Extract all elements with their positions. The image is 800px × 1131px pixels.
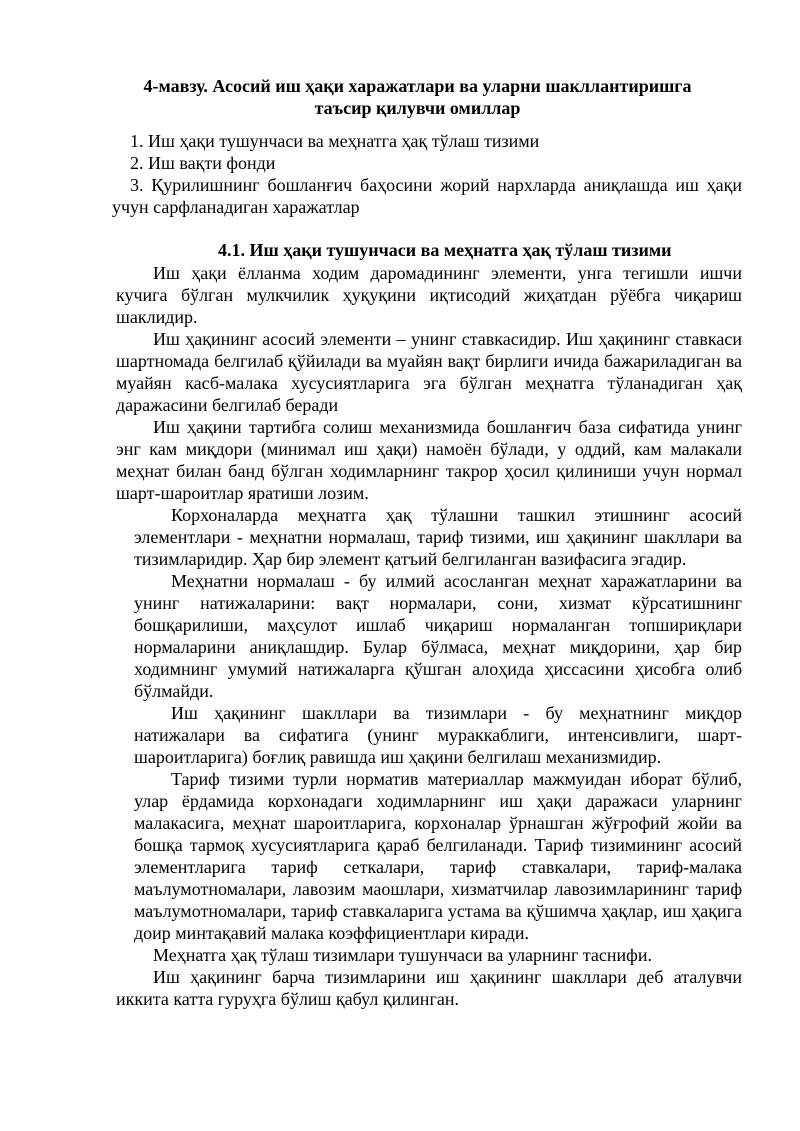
paragraph: Меҳнатга ҳақ тўлаш тизимлари тушунчаси ва уларнинг таснифи. xyxy=(153,945,652,965)
paragraph: Иш ҳақининг шакллари ва тизимлари - бу меҳнатнинг миқдор натижалари ва сифатига (унинг мураккаблиги, интенсивлиги, шарт-шароитларига) боғлиқ равишда иш ҳақини белгилаш механизмидир. xyxy=(134,703,742,767)
paragraph: Иш ҳақи ёлланма ходим даромадининг элементи, унга тегишли ишчи кучига бўлган мулкчилик ҳуқуқини иқтисодий жиҳатдан рўёбга чиқариш шаклидир. xyxy=(116,263,742,327)
body-text xyxy=(116,262,742,1010)
paragraph: Иш ҳақининг барча тизимларини иш ҳақининг шакллари деб аталувчи иккита катта гуруҳга бўлиш қабул қилинган. xyxy=(116,967,742,1009)
paragraph: Корхоналарда меҳнатга ҳақ тўлашни ташкил этишнинг асосий элементлари - меҳнатни нормалаш, тариф тизими, иш ҳақининг шакллари ва тизимларидир. Ҳар бир элемент қатъий белгиланган вазифасига эгадир. xyxy=(134,505,742,569)
paragraph: Меҳнатни нормалаш - бу илмий асосланган меҳнат харажатларини ва унинг натижаларини: вақт нормалари, сони, хизмат кўрсатишнинг бошқарилиши, маҳсулот ишлаб чиқариш нормаланган топшириқлари нормаларини аниқлашдир. Булар бўлмаса, меҳнат миқдорини, ҳар бир ходимнинг умумий натижаларга қўшган алоҳида ҳиссасини ҳисобга олиб бўлмайди. xyxy=(134,571,742,701)
outline-item: 1. Иш ҳақи тушунчаси ва меҳнатга ҳақ тўлаш тизими xyxy=(130,131,540,151)
page-title-line-2: таъсир қилувчи омиллар xyxy=(314,98,521,118)
paragraph: Иш ҳақининг асосий элементи – унинг ставкасидир. Иш ҳақининг ставкаси шартномада белгилаб қўйилади ва муайян вақт бирлиги ичида бажариладиган ва муайян касб-малака хусусиятларига эга бўлган меҳнатга тўланадиган ҳақ даражасини белгилаб беради xyxy=(116,329,742,415)
topic-outline xyxy=(112,130,742,218)
outline-item: 2. Иш вақти фонди xyxy=(130,153,276,173)
paragraph: Тариф тизими турли норматив материаллар мажмуидан иборат бўлиб, улар ёрдамида корхонадаги ходимларнинг иш ҳақи даражаси уларнинг малакасига, меҳнат шароитларига, корхоналар ўрнашган жўғрофий жойи ва бошқа тармоқ хусусиятларига қараб белгиланади. Тариф тизимининг асосий элементларига тариф сеткалари, тариф ставкалари, тариф-малака маълумотномалари, лавозим маошлари, хизматчилар лавозимларининг тариф маълумотномалари, тариф ставкаларига устама ва қўшимча ҳақлар, иш ҳақига доир минтақавий малака коэффициентлари киради. xyxy=(134,769,742,943)
section-heading: 4.1. Иш ҳақи тушунчаси ва меҳнатга ҳақ тўлаш тизими xyxy=(218,240,672,260)
page-title xyxy=(100,75,735,119)
page-title-line-1: 4-мавзу. Асосий иш ҳақи харажатлари ва уларни шакллантиришга xyxy=(143,76,692,96)
paragraph: Иш ҳақини тартибга солиш механизмида бошланғич база сифатида унинг энг кам миқдори (минимал иш ҳақи) намоён бўлади, у оддий, кам малакали меҳнат билан банд бўлган ходимларнинг такрор ҳосил қилиниши учун нормал шарт-шароитлар яратиши лозим. xyxy=(116,417,742,503)
outline-item: 3. Қурилишнинг бошланғич баҳосини жорий нархларда аниқлашда иш ҳақи учун сарфланадиган харажатлар xyxy=(112,175,742,217)
